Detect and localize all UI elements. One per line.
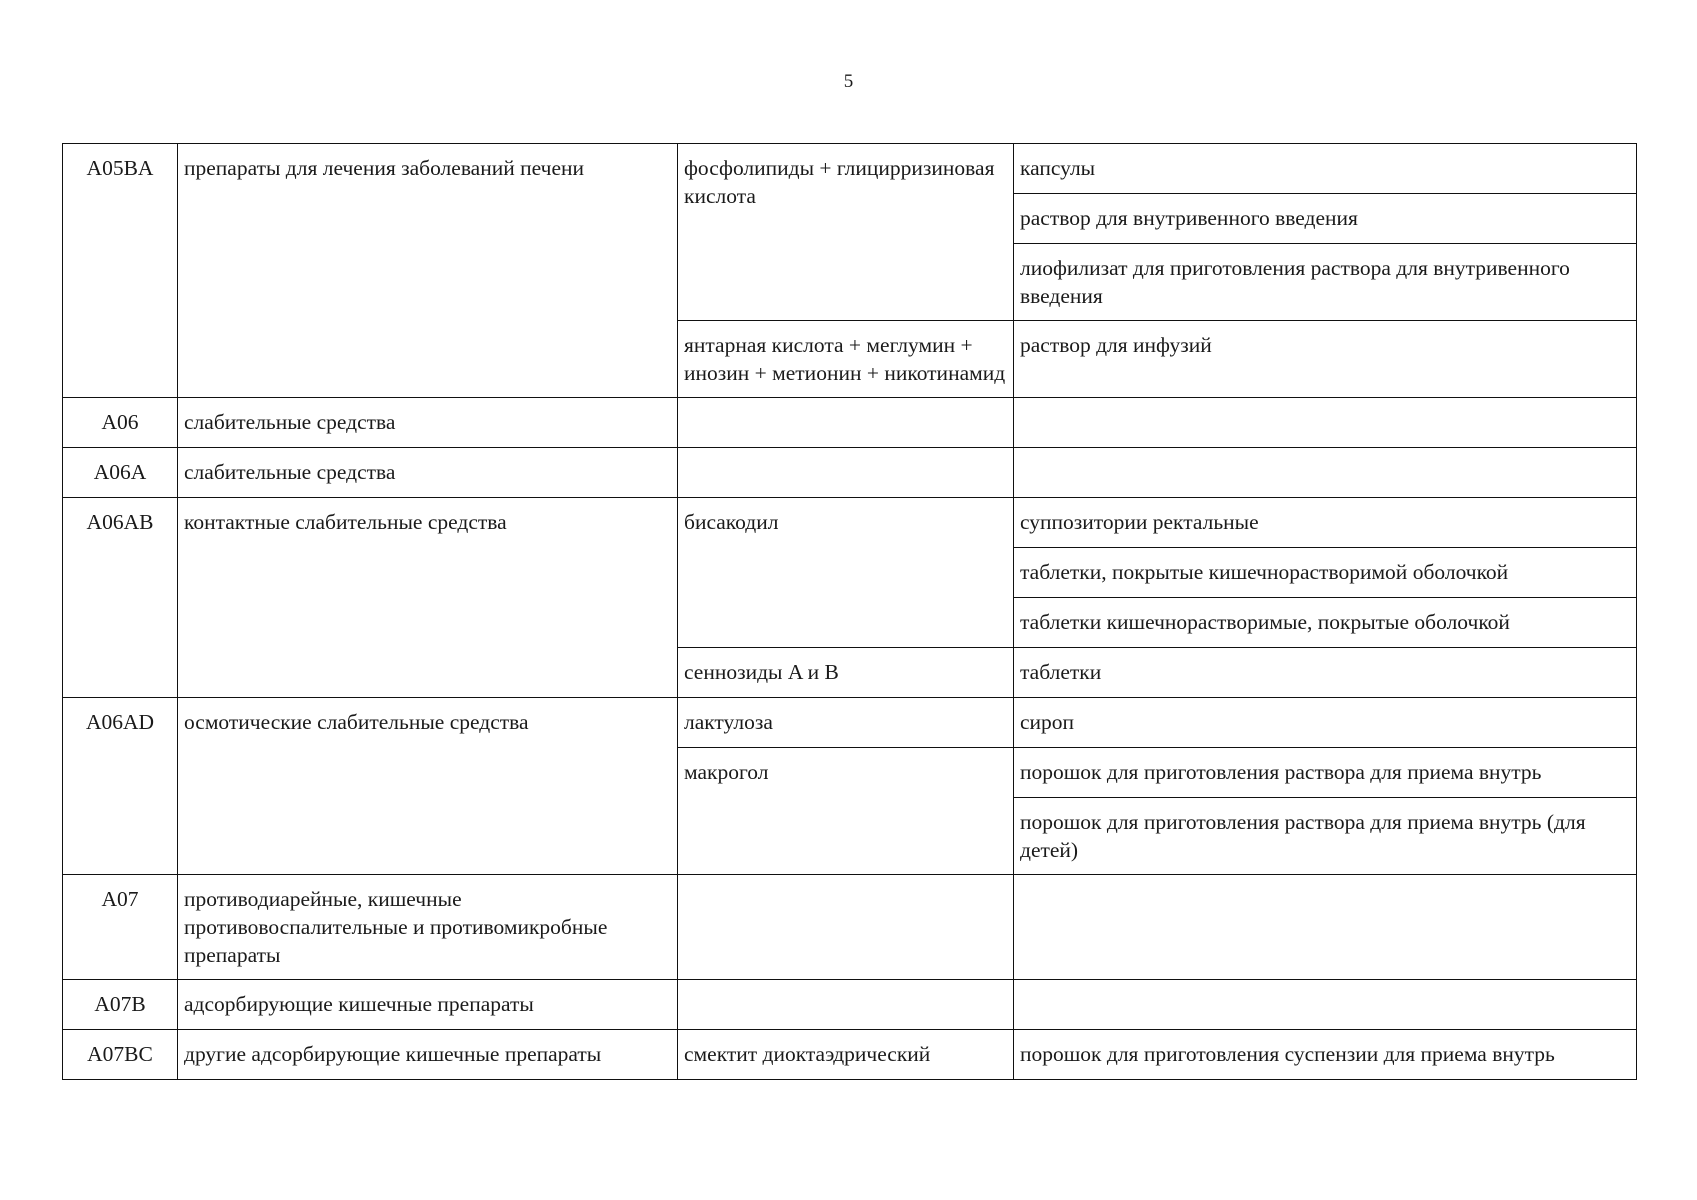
table-row bbox=[63, 1030, 1637, 1080]
dosage-form-cell bbox=[1014, 448, 1637, 498]
group-name-cell: контактные слабительные средства bbox=[178, 498, 678, 698]
drug-name-cell bbox=[678, 398, 1014, 448]
group-name-cell: осмотические слабительные средства bbox=[178, 698, 678, 875]
drug-name-cell: лактулоза bbox=[678, 698, 1014, 748]
table-row bbox=[63, 980, 1637, 1030]
dosage-form-cell bbox=[1014, 875, 1637, 980]
atc-code-cell: A06AD bbox=[63, 698, 178, 875]
group-name-cell: слабительные средства bbox=[178, 398, 678, 448]
dosage-form-cell: раствор для внутривенного введения bbox=[1014, 194, 1637, 244]
dosage-form-cell bbox=[1014, 398, 1637, 448]
atc-code-cell: A05BA bbox=[63, 144, 178, 398]
group-name-cell: другие адсорбирующие кишечные препараты bbox=[178, 1030, 678, 1080]
dosage-form-cell: таблетки bbox=[1014, 648, 1637, 698]
drug-name-cell: макрогол bbox=[678, 748, 1014, 875]
group-name-cell: противодиарейные, кишечные противовоспалительные и противомикробные препараты bbox=[178, 875, 678, 980]
drug-table bbox=[62, 143, 1637, 1080]
group-name-cell: слабительные средства bbox=[178, 448, 678, 498]
atc-code-cell: A07B bbox=[63, 980, 178, 1030]
drug-name-cell: смектит диоктаэдрический bbox=[678, 1030, 1014, 1080]
atc-code-cell: A06AB bbox=[63, 498, 178, 698]
table-row bbox=[63, 498, 1637, 548]
drug-name-cell bbox=[678, 448, 1014, 498]
dosage-form-cell: порошок для приготовления суспензии для приема внутрь bbox=[1014, 1030, 1637, 1080]
atc-code-cell: A06A bbox=[63, 448, 178, 498]
dosage-form-cell: сироп bbox=[1014, 698, 1637, 748]
drug-name-cell: фосфолипиды + глицирризиновая кислота bbox=[678, 144, 1014, 321]
dosage-form-cell: раствор для инфузий bbox=[1014, 321, 1637, 398]
group-name-cell: адсорбирующие кишечные препараты bbox=[178, 980, 678, 1030]
dosage-form-cell: капсулы bbox=[1014, 144, 1637, 194]
dosage-form-cell: порошок для приготовления раствора для приема внутрь (для детей) bbox=[1014, 798, 1637, 875]
table-row bbox=[63, 398, 1637, 448]
dosage-form-cell: таблетки кишечнорастворимые, покрытые оболочкой bbox=[1014, 598, 1637, 648]
table-row bbox=[63, 144, 1637, 194]
drug-name-cell: янтарная кислота + меглумин + инозин + метионин + никотинамид bbox=[678, 321, 1014, 398]
drug-name-cell: сеннозиды A и B bbox=[678, 648, 1014, 698]
atc-code-cell: A06 bbox=[63, 398, 178, 448]
dosage-form-cell: лиофилизат для приготовления раствора для внутривенного введения bbox=[1014, 244, 1637, 321]
dosage-form-cell: суппозитории ректальные bbox=[1014, 498, 1637, 548]
page-number: 5 bbox=[843, 71, 854, 92]
drug-name-cell: бисакодил bbox=[678, 498, 1014, 648]
table-row bbox=[63, 448, 1637, 498]
atc-code-cell: A07 bbox=[63, 875, 178, 980]
dosage-form-cell: порошок для приготовления раствора для приема внутрь bbox=[1014, 748, 1637, 798]
table-row bbox=[63, 698, 1637, 748]
dosage-form-cell bbox=[1014, 980, 1637, 1030]
table-row bbox=[63, 875, 1637, 980]
dosage-form-cell: таблетки, покрытые кишечнорастворимой оболочкой bbox=[1014, 548, 1637, 598]
atc-code-cell: A07BC bbox=[63, 1030, 178, 1080]
drug-name-cell bbox=[678, 875, 1014, 980]
drug-name-cell bbox=[678, 980, 1014, 1030]
group-name-cell: препараты для лечения заболеваний печени bbox=[178, 144, 678, 398]
